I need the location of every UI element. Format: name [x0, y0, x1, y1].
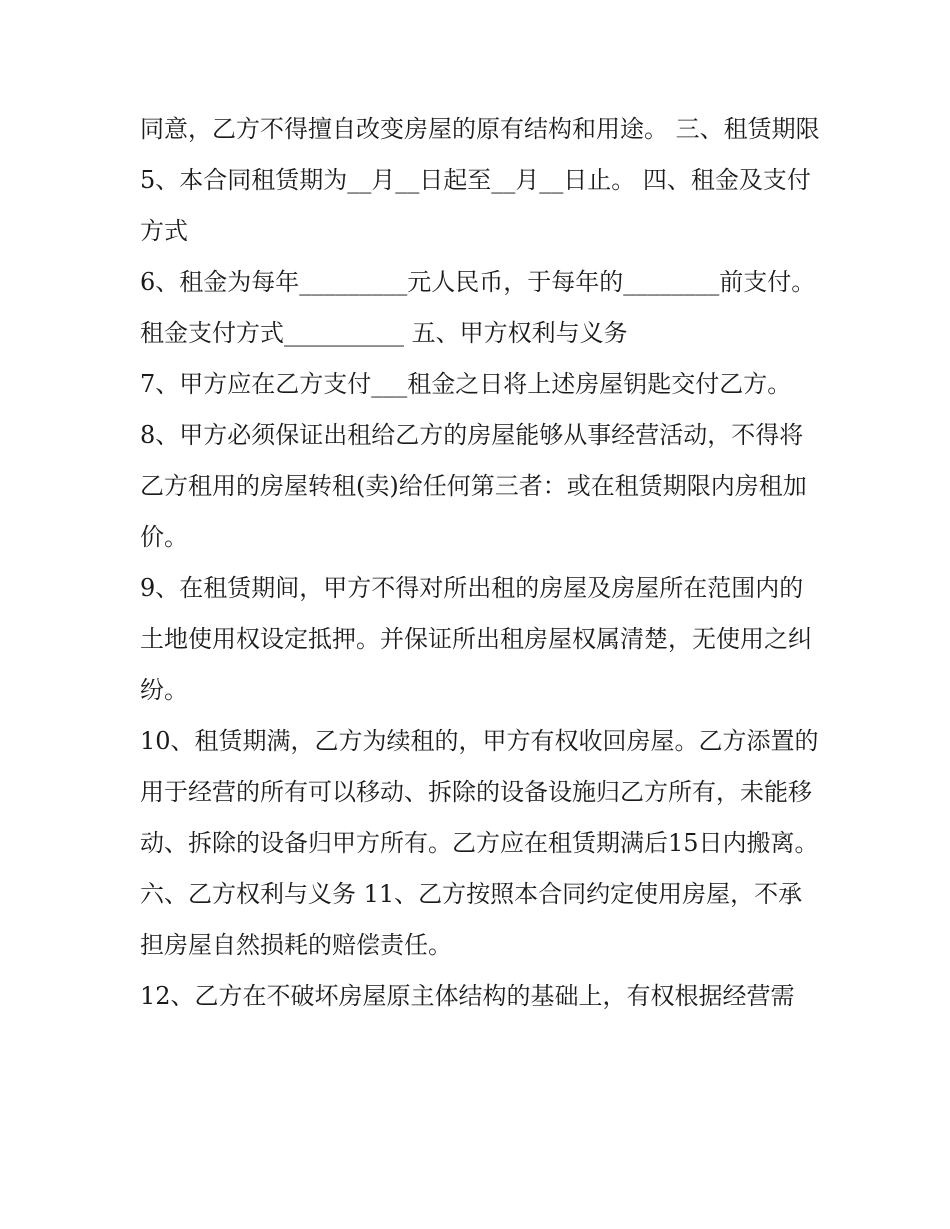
paragraph-clause-5: 5、本合同租赁期为__月__日起至__月__日止。 四、租金及支付方式 [140, 166, 811, 245]
paragraph-clause-7: 7、甲方应在乙方支付___租金之日将上述房屋钥匙交付乙方。 [140, 370, 792, 398]
paragraph-clause-9: 9、在租赁期间，甲方不得对所出租的房屋及房屋所在范围内的土地使用权设定抵押。并保证所出租房屋权属清楚，无使用之纠纷。 [140, 574, 812, 704]
paragraph-clause-10: 10、租赁期满，乙方为续租的，甲方有权收回房屋。乙方添置的用于经营的所有可以移动、拆除的设备设施归乙方所有，未能移动、拆除的设备归甲方所有。乙方应在租赁期满后15日内搬离。 [140, 727, 819, 857]
paragraph-clause-12: 12、乙方在不破坏房屋原主体结构的基础上，有权根据经营需 [140, 982, 795, 1010]
paragraph-clause-8: 8、甲方必须保证出租给乙方的房屋能够从事经营活动，不得将乙方租用的房屋转租(卖)给任何第三者：或在租赁期限内房租加价。 [140, 421, 807, 551]
paragraph-clause-6: 6、租金为每年_________元人民币，于每年的________前支付。租金支付方式__________ 五、甲方权利与义务 [140, 268, 816, 347]
paragraph-clause-11: 六、乙方权利与义务 11、乙方按照本合同约定使用房屋，不承担房屋自然损耗的赔偿责任。 [140, 880, 803, 959]
paragraph-lease-term: 同意，乙方不得擅自改变房屋的原有结构和用途。 三、租赁期限 [140, 115, 820, 143]
document-body [140, 104, 820, 1022]
